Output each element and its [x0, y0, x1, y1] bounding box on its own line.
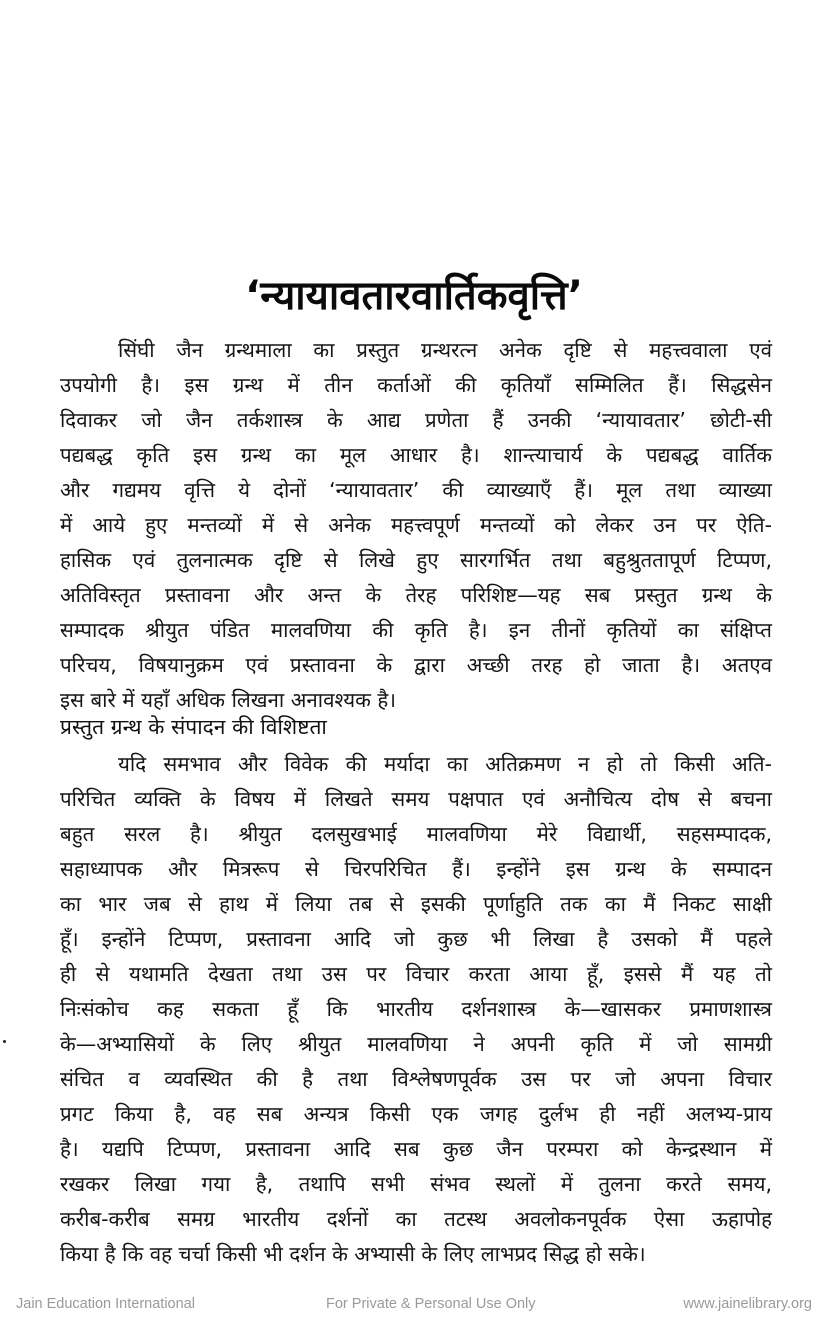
paragraph-line: रखकर लिखा गया है, तथापि सभी संभव स्थलों में तुलना करते समय, [60, 1172, 772, 1196]
paragraph-line: संचित व व्यवस्थित की है तथा विश्लेषणपूर्वक उस पर जो अपना विचार [60, 1067, 772, 1091]
paragraph-line: प्रगट किया है, वह सब अन्यत्र किसी एक जगह दुर्लभ ही नहीं अलभ्य-प्राय [60, 1102, 772, 1126]
paragraph-line: सिंघी जैन ग्रन्थमाला का प्रस्तुत ग्रन्थरत्न अनेक दृष्टि से महत्त्ववाला एवं [118, 338, 772, 362]
footer-usage-notice: For Private & Personal Use Only [326, 1296, 536, 1312]
paragraph-line: निःसंकोच कह सकता हूँ कि भारतीय दर्शनशास्त्र के—खासकर प्रमाणशास्त्र [60, 997, 772, 1021]
paragraph-line: उपयोगी है। इस ग्रन्थ में तीन कर्ताओं की कृतियाँ सम्मिलित हैं। सिद्धसेन [60, 373, 772, 397]
paragraph-line: ही से यथामति देखता तथा उस पर विचार करता आया हूँ, इससे मैं यह तो [60, 962, 772, 986]
paragraph-line: इस बारे में यहाँ अधिक लिखना अनावश्यक है। [60, 688, 397, 712]
footer [0, 1296, 828, 1320]
paragraph-line: यदि समभाव और विवेक की मर्यादा का अतिक्रमण न हो तो किसी अति- [118, 752, 772, 776]
section-heading: प्रस्तुत ग्रन्थ के संपादन की विशिष्टता [60, 715, 327, 739]
paragraph-line: सम्पादक श्रीयुत पंडित मालवणिया की कृति है। इन तीनों कृतियों का संक्षिप्त [60, 618, 772, 642]
paragraph-line: सहाध्यापक और मित्ररूप से चिरपरिचित हैं। इन्होंने इस ग्रन्थ के सम्पादन [60, 857, 772, 881]
paragraph-line: पद्यबद्ध कृति इस ग्रन्थ का मूल आधार है। शान्त्याचार्य के पद्यबद्ध वार्तिक [60, 443, 772, 467]
paragraph-line: बहुत सरल है। श्रीयुत दलसुखभाई मालवणिया मेरे विद्यार्थी, सहसम्पादक, [60, 822, 772, 846]
paragraph-line: परिचित व्यक्ति के विषय में लिखते समय पक्षपात एवं अनौचित्य दोष से बचना [60, 787, 772, 811]
paragraph-line: किया है कि वह चर्चा किसी भी दर्शन के अभ्यासी के लिए लाभप्रद सिद्ध हो सके। [60, 1242, 646, 1266]
paragraph-line: हासिक एवं तुलनात्मक दृष्टि से लिखे हुए सारगर्भित तथा बहुश्रुततापूर्ण टिप्पण, [60, 548, 772, 572]
paragraph-line: अतिविस्तृत प्रस्तावना और अन्त के तेरह परिशिष्ट—यह सब प्रस्तुत ग्रन्थ के [60, 583, 772, 607]
paragraph-line: का भार जब से हाथ में लिया तब से इसकी पूर्णाहुति तक का मैं निकट साक्षी [60, 892, 772, 916]
paragraph-line: परिचय, विषयानुक्रम एवं प्रस्तावना के द्वारा अच्छी तरह हो जाता है। अतएव [60, 653, 772, 677]
paragraph-line: और गद्यमय वृत्ति ये दोनों ‘न्यायावतार’ की व्याख्याएँ हैं। मूल तथा व्याख्या [60, 478, 772, 502]
paragraph-line: के—अभ्यासियों के लिए श्रीयुत मालवणिया ने अपनी कृति में जो सामग्री [60, 1032, 772, 1056]
footer-publisher: Jain Education International [16, 1296, 195, 1312]
footer-website: www.jainelibrary.org [683, 1296, 812, 1312]
paragraph-line: करीब-करीब समग्र भारतीय दर्शनों का तटस्थ अवलोकनपूर्वक ऐसा ऊहापोह [60, 1207, 772, 1231]
paragraph-line: में आये हुए मन्तव्यों में से अनेक महत्त्वपूर्ण मन्तव्यों को लेकर उन पर ऐति- [60, 513, 772, 537]
margin-mark [3, 1040, 6, 1043]
paragraph-line: दिवाकर जो जैन तर्कशास्त्र के आद्य प्रणेता हैं उनकी ‘न्यायावतार’ छोटी-सी [60, 408, 772, 432]
paragraph-line: हूँ। इन्होंने टिप्पण, प्रस्तावना आदि जो कुछ भी लिखा है उसको मैं पहले [60, 927, 772, 951]
paragraph-line: है। यद्यपि टिप्पण, प्रस्तावना आदि सब कुछ जैन परम्परा को केन्द्रस्थान में [60, 1137, 772, 1161]
page-title: ‘न्यायावतारवार्तिकवृत्ति’ [245, 273, 583, 319]
